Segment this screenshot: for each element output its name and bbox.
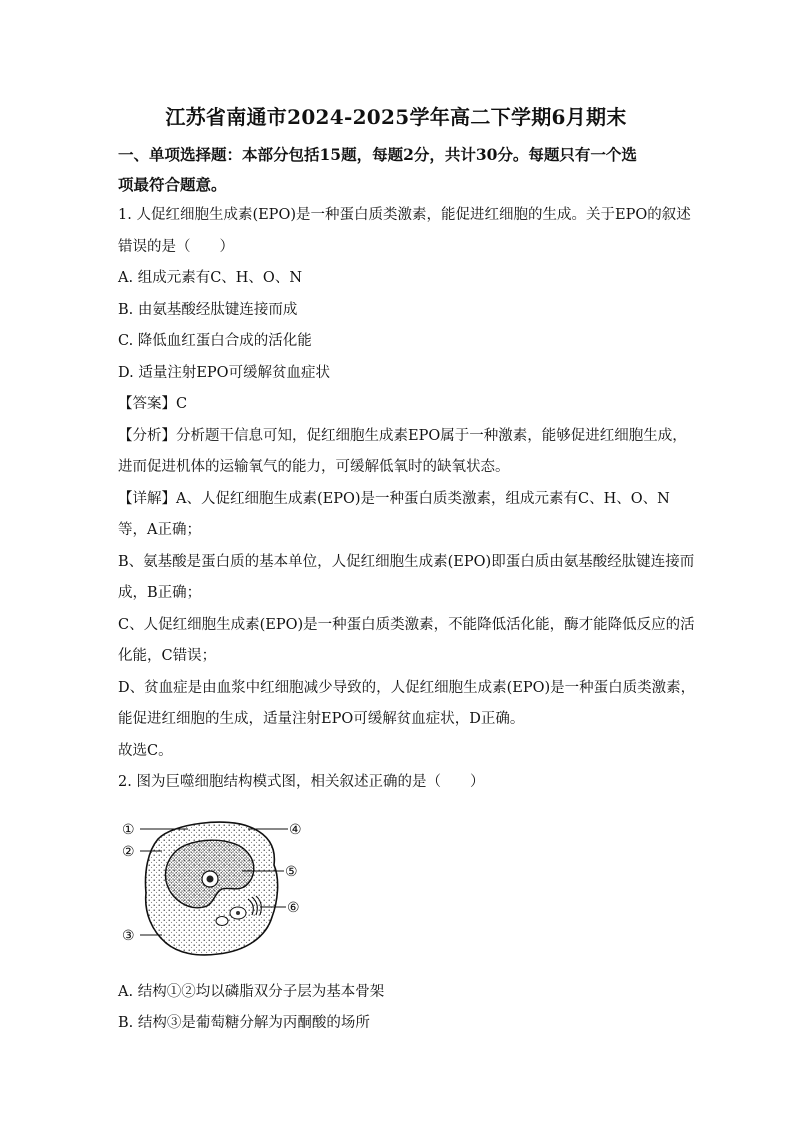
option-b: B. 结构③是葡萄糖分解为丙酮酸的场所 <box>118 1015 370 1031</box>
option-c: C. 降低血红蛋白合成的活化能 <box>118 333 312 349</box>
analysis: 【分析】分析题干信息可知，促红细胞生成素EPO属于一种激素，能够促进红细胞生成， <box>118 427 687 444</box>
label-4: ④ <box>289 821 302 838</box>
detail-line: B、氨基酸是蛋白质的基本单位，人促红细胞生成素(EPO)即蛋白质由氨基酸经肽键连接而 <box>118 553 695 570</box>
page-title: 江苏省南通市2024-2025学年高二下学期6月期末 <box>165 105 627 129</box>
answer: 【答案】C <box>118 396 188 412</box>
detail-line: 化能，C错误； <box>118 648 217 664</box>
detail-line: D、贫血症是由血浆中红细胞减少导致的，人促红细胞生成素(EPO)是一种蛋白质类激素， <box>118 679 696 696</box>
option-a: A. 组成元素有C、H、O、N <box>118 270 303 286</box>
question-1 <box>118 200 696 767</box>
section-heading <box>118 140 674 200</box>
label-5: ⑤ <box>285 863 298 880</box>
detail-line: 等，A正确； <box>118 522 201 538</box>
vesicle <box>216 916 228 925</box>
detail-line: 能促进红细胞的生成，适量注射EPO可缓解贫血症状，D正确。 <box>118 711 525 727</box>
label-6: ⑥ <box>287 899 300 916</box>
option-b: B. 由氨基酸经肽键连接而成 <box>118 301 298 318</box>
label-1: ① <box>122 821 135 838</box>
conclusion: 故选C。 <box>118 742 173 759</box>
option-d: D. 适量注射EPO可缓解贫血症状 <box>118 364 331 381</box>
analysis: 进而促进机体的运输氧气的能力，可缓解低氧时的缺氧状态。 <box>118 459 510 475</box>
question-2 <box>118 767 674 1040</box>
section-heading-line: 一、单项选择题：本部分包括15题，每题2分，共计30分。每题只有一个选 <box>118 145 637 164</box>
macrophage-diagram <box>118 809 318 969</box>
section-heading-line: 项最符合题意。 <box>118 175 227 194</box>
detail-line: 成，B正确； <box>118 585 202 601</box>
question-stem: 2. 图为巨噬细胞结构模式图，相关叙述正确的是（ ） <box>118 774 485 790</box>
question-stem: 错误的是（ ） <box>118 238 234 255</box>
detail-line: 【详解】A、人促红细胞生成素(EPO)是一种蛋白质类激素，组成元素有C、H、O、N <box>118 490 670 507</box>
macrophage-cell-image <box>118 809 318 969</box>
label-2: ② <box>122 843 135 860</box>
option-a: A. 结构①②均以磷脂双分子层为基本骨架 <box>118 983 385 1000</box>
label-3: ③ <box>122 927 135 944</box>
question-stem: 1. 人促红细胞生成素(EPO)是一种蛋白质类激素，能促进红细胞的生成。关于EPO的叙述 <box>118 207 691 223</box>
detail-line: C、人促红细胞生成素(EPO)是一种蛋白质类激素，不能降低活化能，酶才能降低反应的活 <box>118 616 695 633</box>
